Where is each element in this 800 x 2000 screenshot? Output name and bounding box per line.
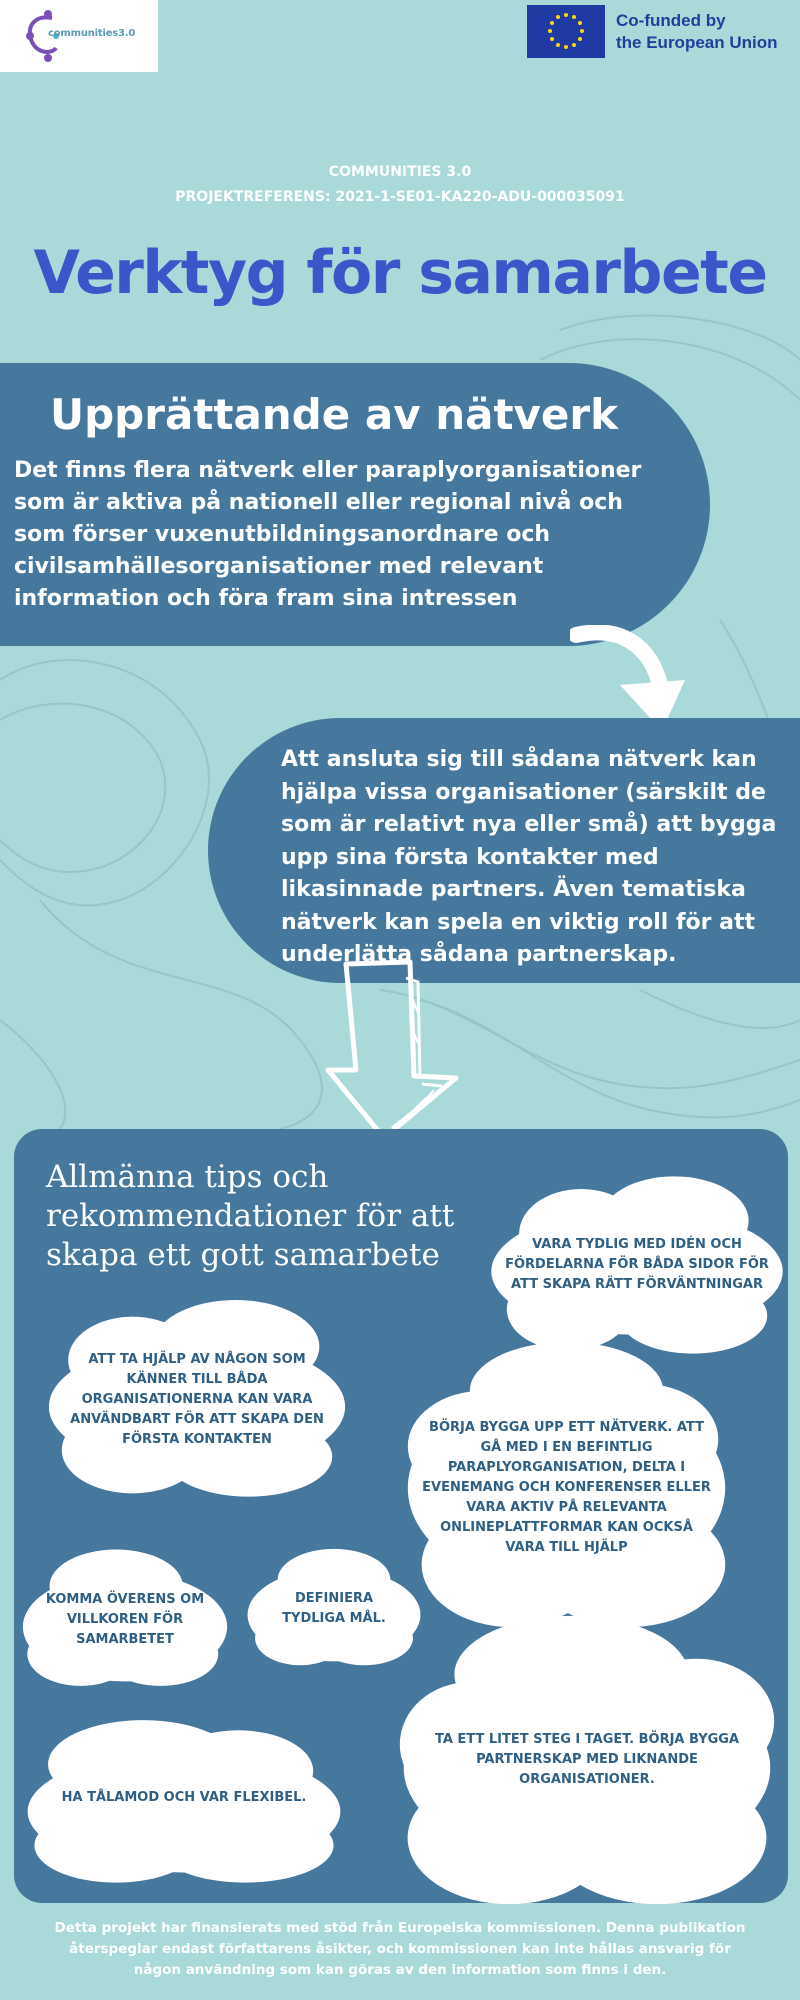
tip-cloud-6	[392, 1612, 782, 1908]
tip-cloud-1-text: VARA TYDLIG MED IDÉN OCH FÖRDELARNA FÖR BÅDA SIDOR FÖR ATT SKAPA RÄTT FÖRVÄNTNINGAR	[505, 1237, 769, 1292]
disclaimer-footer: Detta projekt har finansierats med stöd från Europeiska kommissionen. Denna publikation återspeglar endast författarens åsikter, och kommissionen kan inte hållas ansvarig för någon användning som kan göras av den information som finns i den.	[54, 1920, 746, 1978]
tip-cloud-2-text: ATT TA HJÄLP AV NÅGON SOM KÄNNER TILL BÅDA ORGANISATIONERNA KAN VARA ANVÄNDBART FÖR ATT SKAPA DEN FÖRSTA KONTAKTEN	[70, 1352, 324, 1447]
page-title: Verktyg för samarbete	[33, 238, 767, 308]
network-panel-body: Det finns flera nätverk eller paraplyorganisationer som är aktiva på nationell eller regional nivå och som förser vuxenutbildningsanordnare och civilsamhällesorganisationer med relevant information och föra fram sina intressen	[14, 458, 642, 611]
logo-text: communities3.0	[48, 28, 136, 39]
tip-cloud-2	[36, 1300, 358, 1500]
eu-line-2: the European Union	[616, 33, 778, 52]
tip-cloud-3-text: BÖRJA BYGGA UPP ETT NÄTVERK. ATT GÅ MED I EN BEFINTLIG PARAPLYORGANISATION, DELTA I EVENEMANG OCH KONFERENSER ELLER VARA AKTIV PÅ RELEVANTA ONLINEPLATTFORMAR KAN OCKSÅ VARA TILL HJÄLP	[422, 1420, 711, 1555]
eu-flag-icon	[527, 5, 605, 58]
network-panel-title: Upprättande av nätverk	[50, 390, 619, 439]
tip-cloud-6-text: TA ETT LITET STEG I TAGET. BÖRJA BYGGA PARTNERSKAP MED LIKNANDE ORGANISATIONER.	[434, 1732, 740, 1787]
tip-cloud-4-text: KOMMA ÖVERENS OM VILLKOREN FÖR SAMARBETET	[45, 1592, 205, 1647]
tip-cloud-7-text: HA TÅLAMOD OCH VAR FLEXIBEL.	[61, 1790, 307, 1805]
tip-cloud-3	[394, 1342, 739, 1634]
tips-title: Allmänna tips och rekommendationer för att skapa ett gott samarbete	[46, 1159, 455, 1273]
eu-line-1: Co-funded by	[616, 11, 726, 30]
tip-cloud-7	[14, 1710, 354, 1886]
joining-panel-body: Att ansluta sig till sådana nätverk kan hjälpa vissa organisationer (särskilt de som är relativt nya eller små) att bygga upp sina första kontakter med likasinnade partners. Även tematiska nätverk kan spela en viktig roll för att underlätta sådana partnerskap.	[281, 747, 777, 967]
tip-cloud-4	[14, 1545, 236, 1695]
project-reference: PROJEKTREFERENS: 2021-1-SE01-KA220-ADU-000035091	[175, 189, 625, 205]
project-name: COMMUNITIES 3.0	[328, 164, 472, 180]
eu-cofunded-text	[616, 10, 778, 54]
down-arrow-icon	[322, 958, 462, 1144]
logo-box	[0, 0, 158, 72]
tip-cloud-1	[482, 1170, 792, 1360]
tip-cloud-5-text: DEFINIERA TYDLIGA MÅL.	[282, 1591, 386, 1626]
